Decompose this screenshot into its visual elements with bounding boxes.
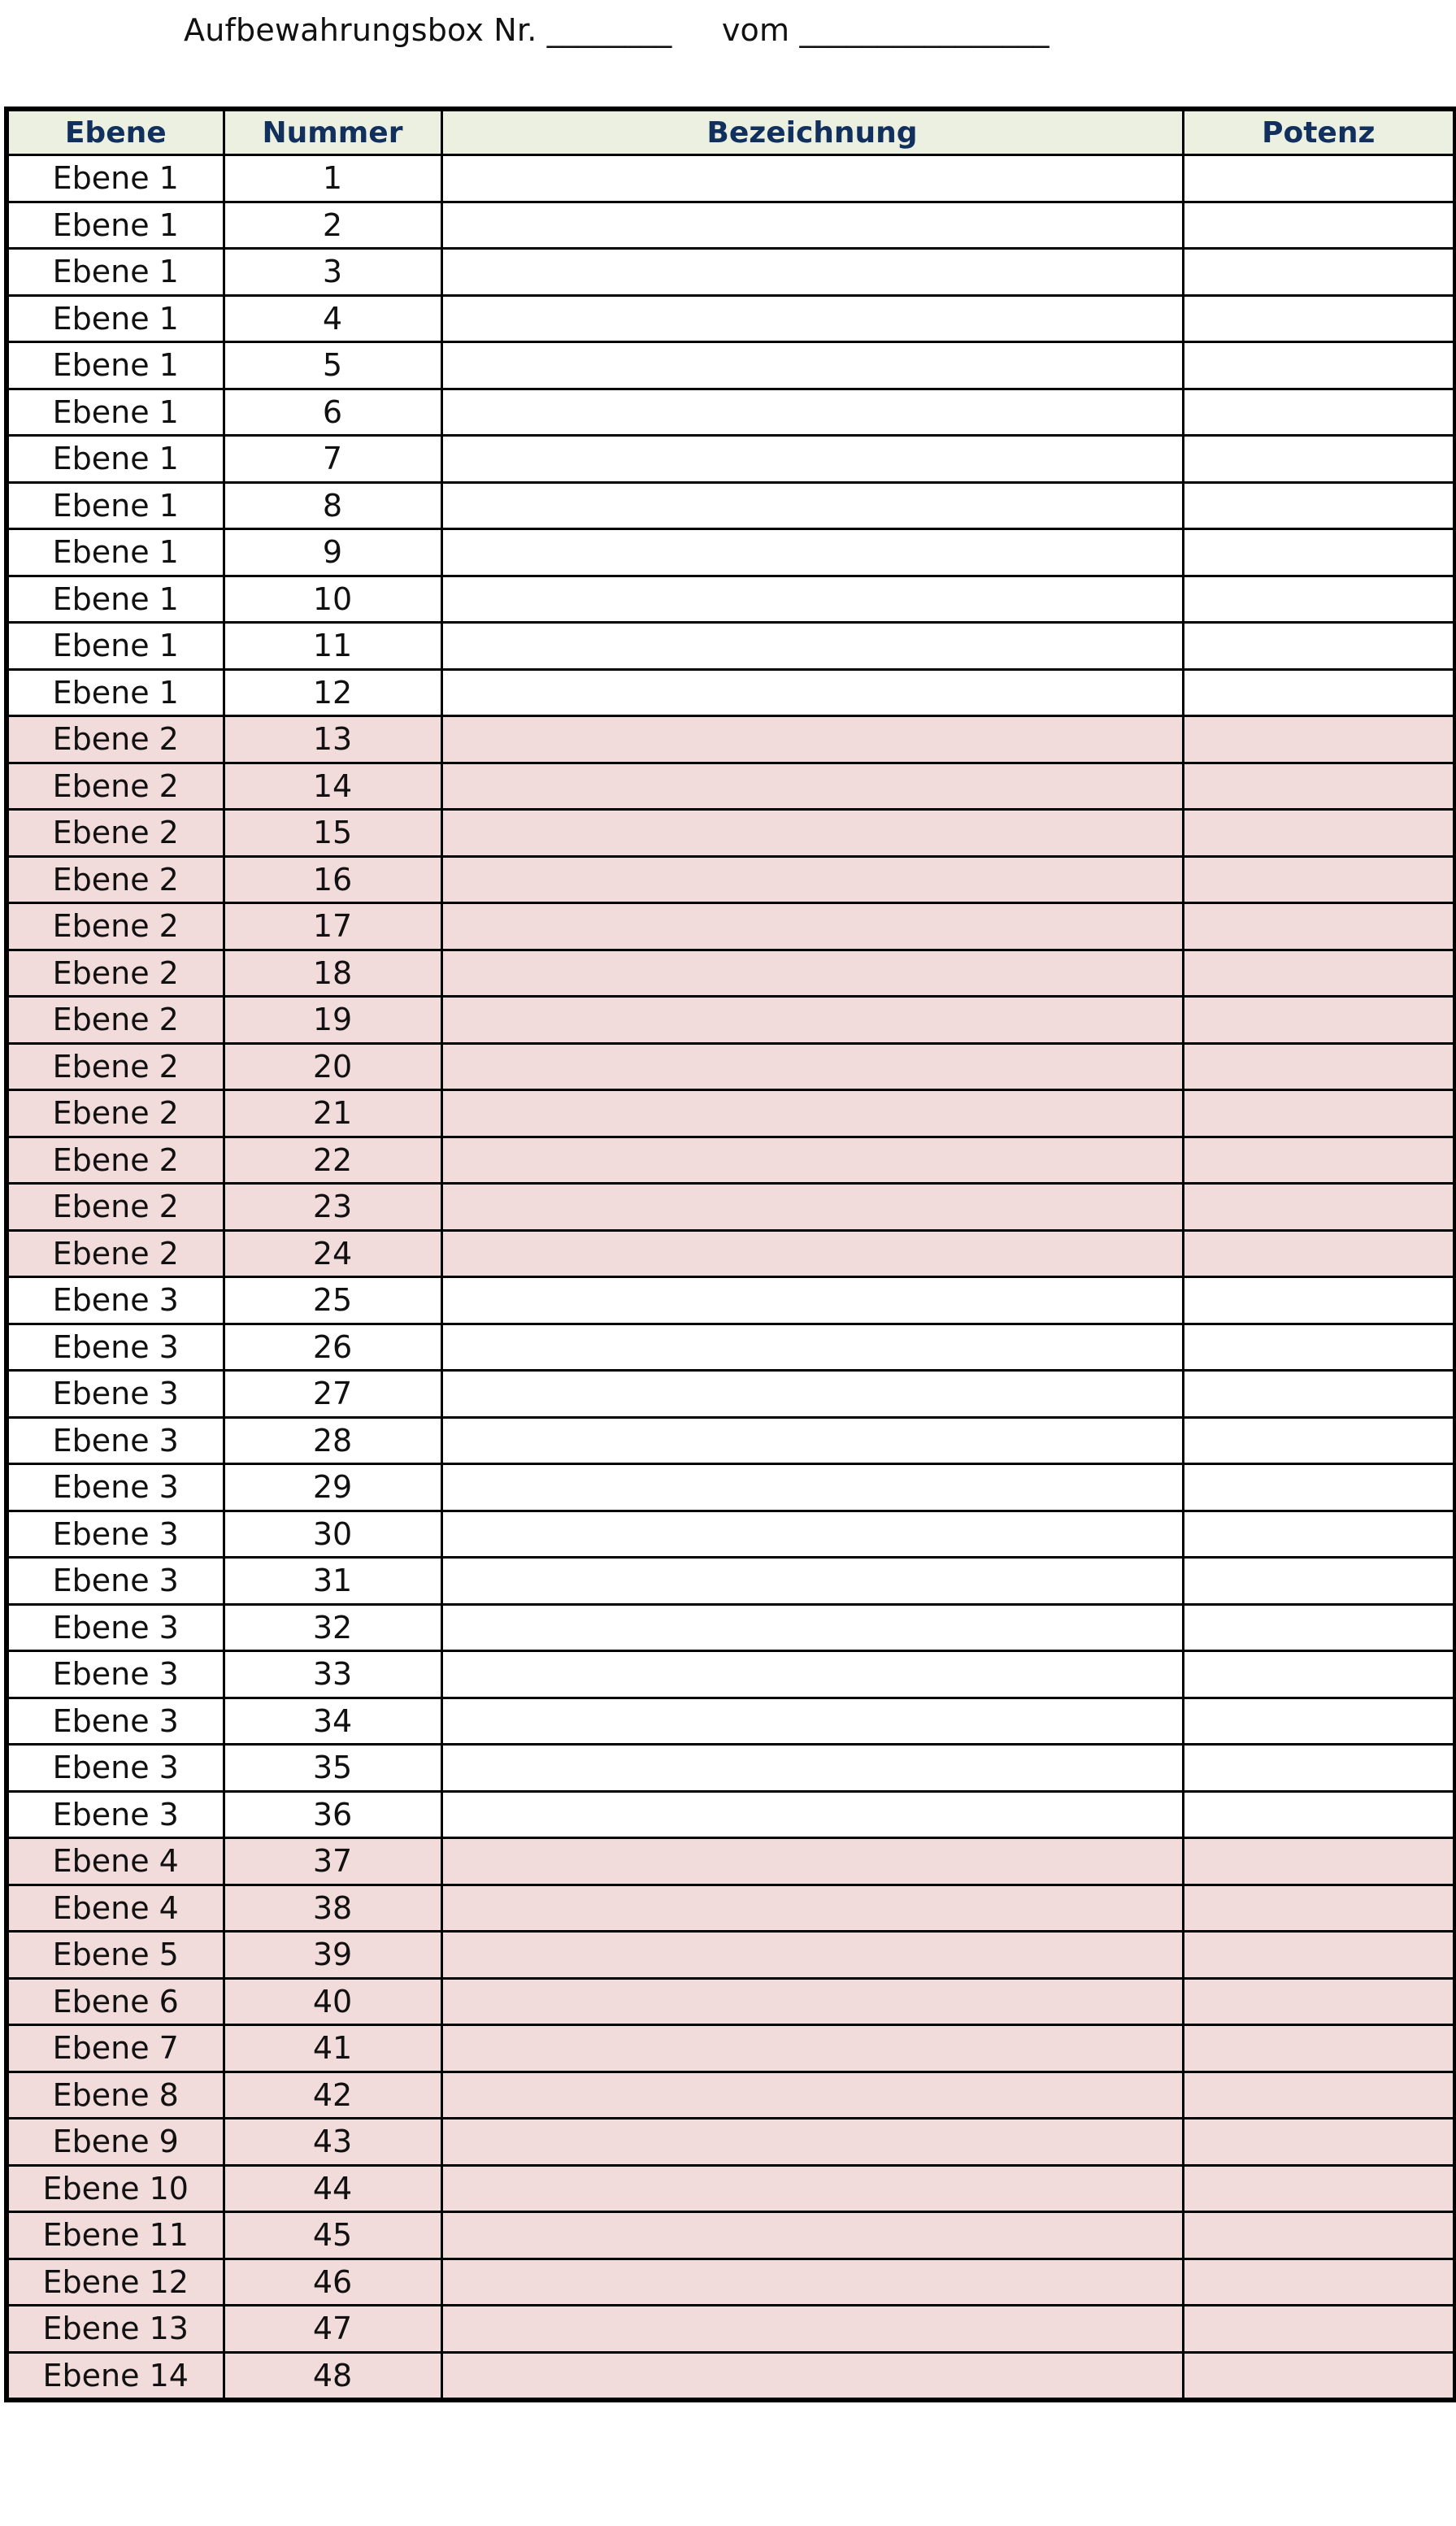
cell-potenz[interactable] (1183, 1043, 1455, 1090)
cell-nummer: 33 (224, 1651, 441, 1698)
cell-nummer: 14 (224, 763, 441, 810)
cell-bezeichnung[interactable] (441, 2306, 1183, 2353)
table-row (7, 1791, 1455, 1838)
cell-ebene: Ebene 3 (7, 1558, 224, 1605)
cell-potenz[interactable] (1183, 623, 1455, 670)
cell-bezeichnung[interactable] (441, 1698, 1183, 1745)
cell-nummer: 22 (224, 1137, 441, 1184)
cell-bezeichnung[interactable] (441, 249, 1183, 296)
cell-nummer: 34 (224, 1698, 441, 1745)
cell-bezeichnung[interactable] (441, 436, 1183, 483)
cell-potenz[interactable] (1183, 295, 1455, 342)
table-row (7, 1885, 1455, 1932)
table-row (7, 389, 1455, 436)
cell-nummer: 46 (224, 2259, 441, 2306)
cell-ebene: Ebene 1 (7, 529, 224, 576)
cell-potenz[interactable] (1183, 2352, 1455, 2400)
cell-nummer: 36 (224, 1791, 441, 1838)
cell-ebene: Ebene 5 (7, 1932, 224, 1979)
cell-ebene: Ebene 2 (7, 1230, 224, 1277)
cell-potenz[interactable] (1183, 950, 1455, 997)
cell-bezeichnung[interactable] (441, 2072, 1183, 2119)
cell-ebene: Ebene 1 (7, 482, 224, 529)
table-row (7, 1371, 1455, 1418)
cell-potenz[interactable] (1183, 716, 1455, 763)
cell-bezeichnung[interactable] (441, 623, 1183, 670)
cell-ebene: Ebene 1 (7, 249, 224, 296)
cell-bezeichnung[interactable] (441, 1651, 1183, 1698)
cell-potenz[interactable] (1183, 529, 1455, 576)
cell-ebene: Ebene 3 (7, 1651, 224, 1698)
cell-potenz[interactable] (1183, 1885, 1455, 1932)
cell-bezeichnung[interactable] (441, 2212, 1183, 2259)
cell-potenz[interactable] (1183, 1137, 1455, 1184)
cell-bezeichnung[interactable] (441, 1745, 1183, 1792)
cell-bezeichnung[interactable] (441, 1417, 1183, 1464)
cell-bezeichnung[interactable] (441, 202, 1183, 249)
cell-nummer: 27 (224, 1371, 441, 1418)
cell-bezeichnung[interactable] (441, 342, 1183, 389)
cell-potenz[interactable] (1183, 1978, 1455, 2025)
cell-potenz[interactable] (1183, 2072, 1455, 2119)
cell-potenz[interactable] (1183, 1277, 1455, 1324)
cell-potenz[interactable] (1183, 389, 1455, 436)
cell-ebene: Ebene 3 (7, 1745, 224, 1792)
cell-ebene: Ebene 2 (7, 997, 224, 1044)
cell-potenz[interactable] (1183, 202, 1455, 249)
table-row (7, 623, 1455, 670)
cell-bezeichnung[interactable] (441, 1324, 1183, 1371)
cell-bezeichnung[interactable] (441, 2259, 1183, 2306)
cell-potenz[interactable] (1183, 1838, 1455, 1885)
cell-bezeichnung[interactable] (441, 576, 1183, 623)
table-row (7, 763, 1455, 810)
cell-ebene: Ebene 3 (7, 1698, 224, 1745)
cell-potenz[interactable] (1183, 1511, 1455, 1558)
cell-ebene: Ebene 1 (7, 623, 224, 670)
table-row (7, 342, 1455, 389)
table-row (7, 482, 1455, 529)
table-row (7, 1978, 1455, 2025)
cell-ebene: Ebene 3 (7, 1511, 224, 1558)
cell-ebene: Ebene 2 (7, 950, 224, 997)
table-row (7, 295, 1455, 342)
cell-bezeichnung[interactable] (441, 2352, 1183, 2400)
table-row (7, 1230, 1455, 1277)
table-row (7, 2352, 1455, 2400)
cell-potenz[interactable] (1183, 2212, 1455, 2259)
cell-bezeichnung[interactable] (441, 1137, 1183, 1184)
cell-potenz[interactable] (1183, 482, 1455, 529)
cell-nummer: 21 (224, 1090, 441, 1137)
table-row (7, 529, 1455, 576)
cell-bezeichnung[interactable] (441, 903, 1183, 950)
cell-ebene: Ebene 2 (7, 763, 224, 810)
cell-nummer: 38 (224, 1885, 441, 1932)
cell-bezeichnung[interactable] (441, 1090, 1183, 1137)
cell-ebene: Ebene 3 (7, 1791, 224, 1838)
cell-nummer: 40 (224, 1978, 441, 2025)
cell-nummer: 12 (224, 669, 441, 716)
table-row (7, 249, 1455, 296)
cell-nummer: 23 (224, 1184, 441, 1231)
inventory-table (4, 107, 1456, 2402)
cell-bezeichnung[interactable] (441, 1604, 1183, 1651)
cell-potenz[interactable] (1183, 576, 1455, 623)
cell-bezeichnung[interactable] (441, 810, 1183, 857)
cell-ebene: Ebene 2 (7, 856, 224, 903)
cell-ebene: Ebene 1 (7, 576, 224, 623)
table-row (7, 2119, 1455, 2166)
table-row (7, 2259, 1455, 2306)
cell-ebene: Ebene 2 (7, 716, 224, 763)
cell-bezeichnung[interactable] (441, 1932, 1183, 1979)
cell-nummer: 20 (224, 1043, 441, 1090)
table-row (7, 1417, 1455, 1464)
cell-potenz[interactable] (1183, 1745, 1455, 1792)
cell-bezeichnung[interactable] (441, 1885, 1183, 1932)
table-row (7, 2306, 1455, 2353)
cell-ebene: Ebene 12 (7, 2259, 224, 2306)
cell-potenz[interactable] (1183, 342, 1455, 389)
cell-ebene: Ebene 3 (7, 1324, 224, 1371)
cell-ebene: Ebene 3 (7, 1277, 224, 1324)
cell-nummer: 41 (224, 2025, 441, 2072)
table-row (7, 669, 1455, 716)
cell-nummer: 7 (224, 436, 441, 483)
table-row (7, 1464, 1455, 1511)
cell-bezeichnung[interactable] (441, 763, 1183, 810)
table-row (7, 202, 1455, 249)
cell-nummer: 31 (224, 1558, 441, 1605)
cell-potenz[interactable] (1183, 249, 1455, 296)
table-row (7, 950, 1455, 997)
cell-nummer: 43 (224, 2119, 441, 2166)
cell-ebene: Ebene 2 (7, 903, 224, 950)
cell-bezeichnung[interactable] (441, 1791, 1183, 1838)
cell-nummer: 18 (224, 950, 441, 997)
cell-bezeichnung[interactable] (441, 997, 1183, 1044)
cell-nummer: 11 (224, 623, 441, 670)
cell-ebene: Ebene 4 (7, 1838, 224, 1885)
cell-ebene: Ebene 1 (7, 295, 224, 342)
cell-nummer: 30 (224, 1511, 441, 1558)
cell-bezeichnung[interactable] (441, 482, 1183, 529)
cell-nummer: 42 (224, 2072, 441, 2119)
cell-potenz[interactable] (1183, 1371, 1455, 1418)
cell-bezeichnung[interactable] (441, 529, 1183, 576)
cell-potenz[interactable] (1183, 2025, 1455, 2072)
table-row (7, 2072, 1455, 2119)
cell-bezeichnung[interactable] (441, 295, 1183, 342)
cell-potenz[interactable] (1183, 2306, 1455, 2353)
cell-potenz[interactable] (1183, 1604, 1455, 1651)
table-row (7, 856, 1455, 903)
cell-nummer: 2 (224, 202, 441, 249)
cell-nummer: 3 (224, 249, 441, 296)
cell-bezeichnung[interactable] (441, 1230, 1183, 1277)
table-row (7, 1932, 1455, 1979)
cell-bezeichnung[interactable] (441, 1043, 1183, 1090)
cell-ebene: Ebene 8 (7, 2072, 224, 2119)
table-row (7, 903, 1455, 950)
cell-nummer: 17 (224, 903, 441, 950)
cell-bezeichnung[interactable] (441, 2025, 1183, 2072)
cell-bezeichnung[interactable] (441, 1371, 1183, 1418)
cell-potenz[interactable] (1183, 903, 1455, 950)
cell-nummer: 24 (224, 1230, 441, 1277)
cell-bezeichnung[interactable] (441, 1184, 1183, 1231)
cell-potenz[interactable] (1183, 1090, 1455, 1137)
table-row (7, 2025, 1455, 2072)
cell-potenz[interactable] (1183, 1651, 1455, 1698)
box-header (184, 5, 1050, 55)
cell-potenz[interactable] (1183, 669, 1455, 716)
table-row (7, 436, 1455, 483)
cell-bezeichnung[interactable] (441, 1277, 1183, 1324)
cell-ebene: Ebene 3 (7, 1464, 224, 1511)
table-row (7, 1838, 1455, 1885)
cell-ebene: Ebene 7 (7, 2025, 224, 2072)
column-header-bezeichnung: Bezeichnung (441, 109, 1183, 155)
table-row (7, 2212, 1455, 2259)
cell-nummer: 10 (224, 576, 441, 623)
table-row (7, 810, 1455, 857)
cell-bezeichnung[interactable] (441, 950, 1183, 997)
cell-ebene: Ebene 3 (7, 1604, 224, 1651)
cell-nummer: 44 (224, 2165, 441, 2212)
cell-bezeichnung[interactable] (441, 1511, 1183, 1558)
cell-ebene: Ebene 2 (7, 1137, 224, 1184)
cell-nummer: 25 (224, 1277, 441, 1324)
date-label: vom ________________ (721, 12, 1050, 48)
table-row (7, 1277, 1455, 1324)
table-row (7, 155, 1455, 202)
cell-bezeichnung[interactable] (441, 1978, 1183, 2025)
table-row (7, 1324, 1455, 1371)
table-row (7, 1558, 1455, 1605)
column-header-ebene: Ebene (7, 109, 224, 155)
cell-nummer: 16 (224, 856, 441, 903)
table-row (7, 997, 1455, 1044)
table-row (7, 1698, 1455, 1745)
cell-ebene: Ebene 11 (7, 2212, 224, 2259)
cell-nummer: 6 (224, 389, 441, 436)
cell-ebene: Ebene 3 (7, 1371, 224, 1418)
cell-nummer: 26 (224, 1324, 441, 1371)
cell-nummer: 37 (224, 1838, 441, 1885)
table-row (7, 1604, 1455, 1651)
cell-potenz[interactable] (1183, 763, 1455, 810)
table-row (7, 1043, 1455, 1090)
header-gap (671, 12, 721, 48)
cell-potenz[interactable] (1183, 436, 1455, 483)
table-row (7, 1745, 1455, 1792)
cell-bezeichnung[interactable] (441, 856, 1183, 903)
cell-ebene: Ebene 4 (7, 1885, 224, 1932)
cell-ebene: Ebene 1 (7, 342, 224, 389)
cell-ebene: Ebene 1 (7, 389, 224, 436)
cell-bezeichnung[interactable] (441, 716, 1183, 763)
cell-ebene: Ebene 1 (7, 436, 224, 483)
cell-potenz[interactable] (1183, 810, 1455, 857)
column-header-potenz: Potenz (1183, 109, 1455, 155)
cell-potenz[interactable] (1183, 1464, 1455, 1511)
table-row (7, 716, 1455, 763)
cell-nummer: 8 (224, 482, 441, 529)
cell-nummer: 4 (224, 295, 441, 342)
column-header-nummer: Nummer (224, 109, 441, 155)
cell-ebene: Ebene 2 (7, 1184, 224, 1231)
cell-bezeichnung[interactable] (441, 1464, 1183, 1511)
cell-nummer: 19 (224, 997, 441, 1044)
cell-ebene: Ebene 10 (7, 2165, 224, 2212)
table-row (7, 1137, 1455, 1184)
cell-potenz[interactable] (1183, 2119, 1455, 2166)
cell-nummer: 13 (224, 716, 441, 763)
cell-nummer: 48 (224, 2352, 441, 2400)
cell-bezeichnung[interactable] (441, 155, 1183, 202)
cell-nummer: 28 (224, 1417, 441, 1464)
cell-nummer: 29 (224, 1464, 441, 1511)
table-row (7, 576, 1455, 623)
cell-nummer: 47 (224, 2306, 441, 2353)
cell-nummer: 45 (224, 2212, 441, 2259)
cell-nummer: 9 (224, 529, 441, 576)
cell-nummer: 39 (224, 1932, 441, 1979)
cell-ebene: Ebene 9 (7, 2119, 224, 2166)
cell-bezeichnung[interactable] (441, 2165, 1183, 2212)
cell-ebene: Ebene 13 (7, 2306, 224, 2353)
cell-ebene: Ebene 1 (7, 155, 224, 202)
cell-potenz[interactable] (1183, 2259, 1455, 2306)
cell-potenz[interactable] (1183, 1558, 1455, 1605)
cell-potenz[interactable] (1183, 2165, 1455, 2212)
cell-potenz[interactable] (1183, 1932, 1455, 1979)
cell-potenz[interactable] (1183, 997, 1455, 1044)
table-row (7, 1184, 1455, 1231)
box-number-label: Aufbewahrungsbox Nr. ________ (184, 12, 672, 48)
cell-potenz[interactable] (1183, 1184, 1455, 1231)
cell-potenz[interactable] (1183, 856, 1455, 903)
table-header-row (7, 109, 1455, 155)
cell-ebene: Ebene 1 (7, 202, 224, 249)
cell-ebene: Ebene 2 (7, 810, 224, 857)
table-row (7, 1511, 1455, 1558)
cell-nummer: 15 (224, 810, 441, 857)
cell-bezeichnung[interactable] (441, 2119, 1183, 2166)
cell-bezeichnung[interactable] (441, 669, 1183, 716)
table-row (7, 1651, 1455, 1698)
cell-potenz[interactable] (1183, 155, 1455, 202)
cell-nummer: 1 (224, 155, 441, 202)
cell-nummer: 32 (224, 1604, 441, 1651)
cell-ebene: Ebene 6 (7, 1978, 224, 2025)
cell-potenz[interactable] (1183, 1230, 1455, 1277)
cell-potenz[interactable] (1183, 1791, 1455, 1838)
cell-ebene: Ebene 2 (7, 1043, 224, 1090)
cell-potenz[interactable] (1183, 1417, 1455, 1464)
cell-ebene: Ebene 2 (7, 1090, 224, 1137)
cell-potenz[interactable] (1183, 1698, 1455, 1745)
cell-ebene: Ebene 14 (7, 2352, 224, 2400)
table-row (7, 1090, 1455, 1137)
table-row (7, 2165, 1455, 2212)
table-body (7, 155, 1455, 2401)
cell-potenz[interactable] (1183, 1324, 1455, 1371)
cell-nummer: 5 (224, 342, 441, 389)
cell-ebene: Ebene 1 (7, 669, 224, 716)
cell-bezeichnung[interactable] (441, 1838, 1183, 1885)
cell-bezeichnung[interactable] (441, 389, 1183, 436)
cell-ebene: Ebene 3 (7, 1417, 224, 1464)
cell-nummer: 35 (224, 1745, 441, 1792)
cell-bezeichnung[interactable] (441, 1558, 1183, 1605)
